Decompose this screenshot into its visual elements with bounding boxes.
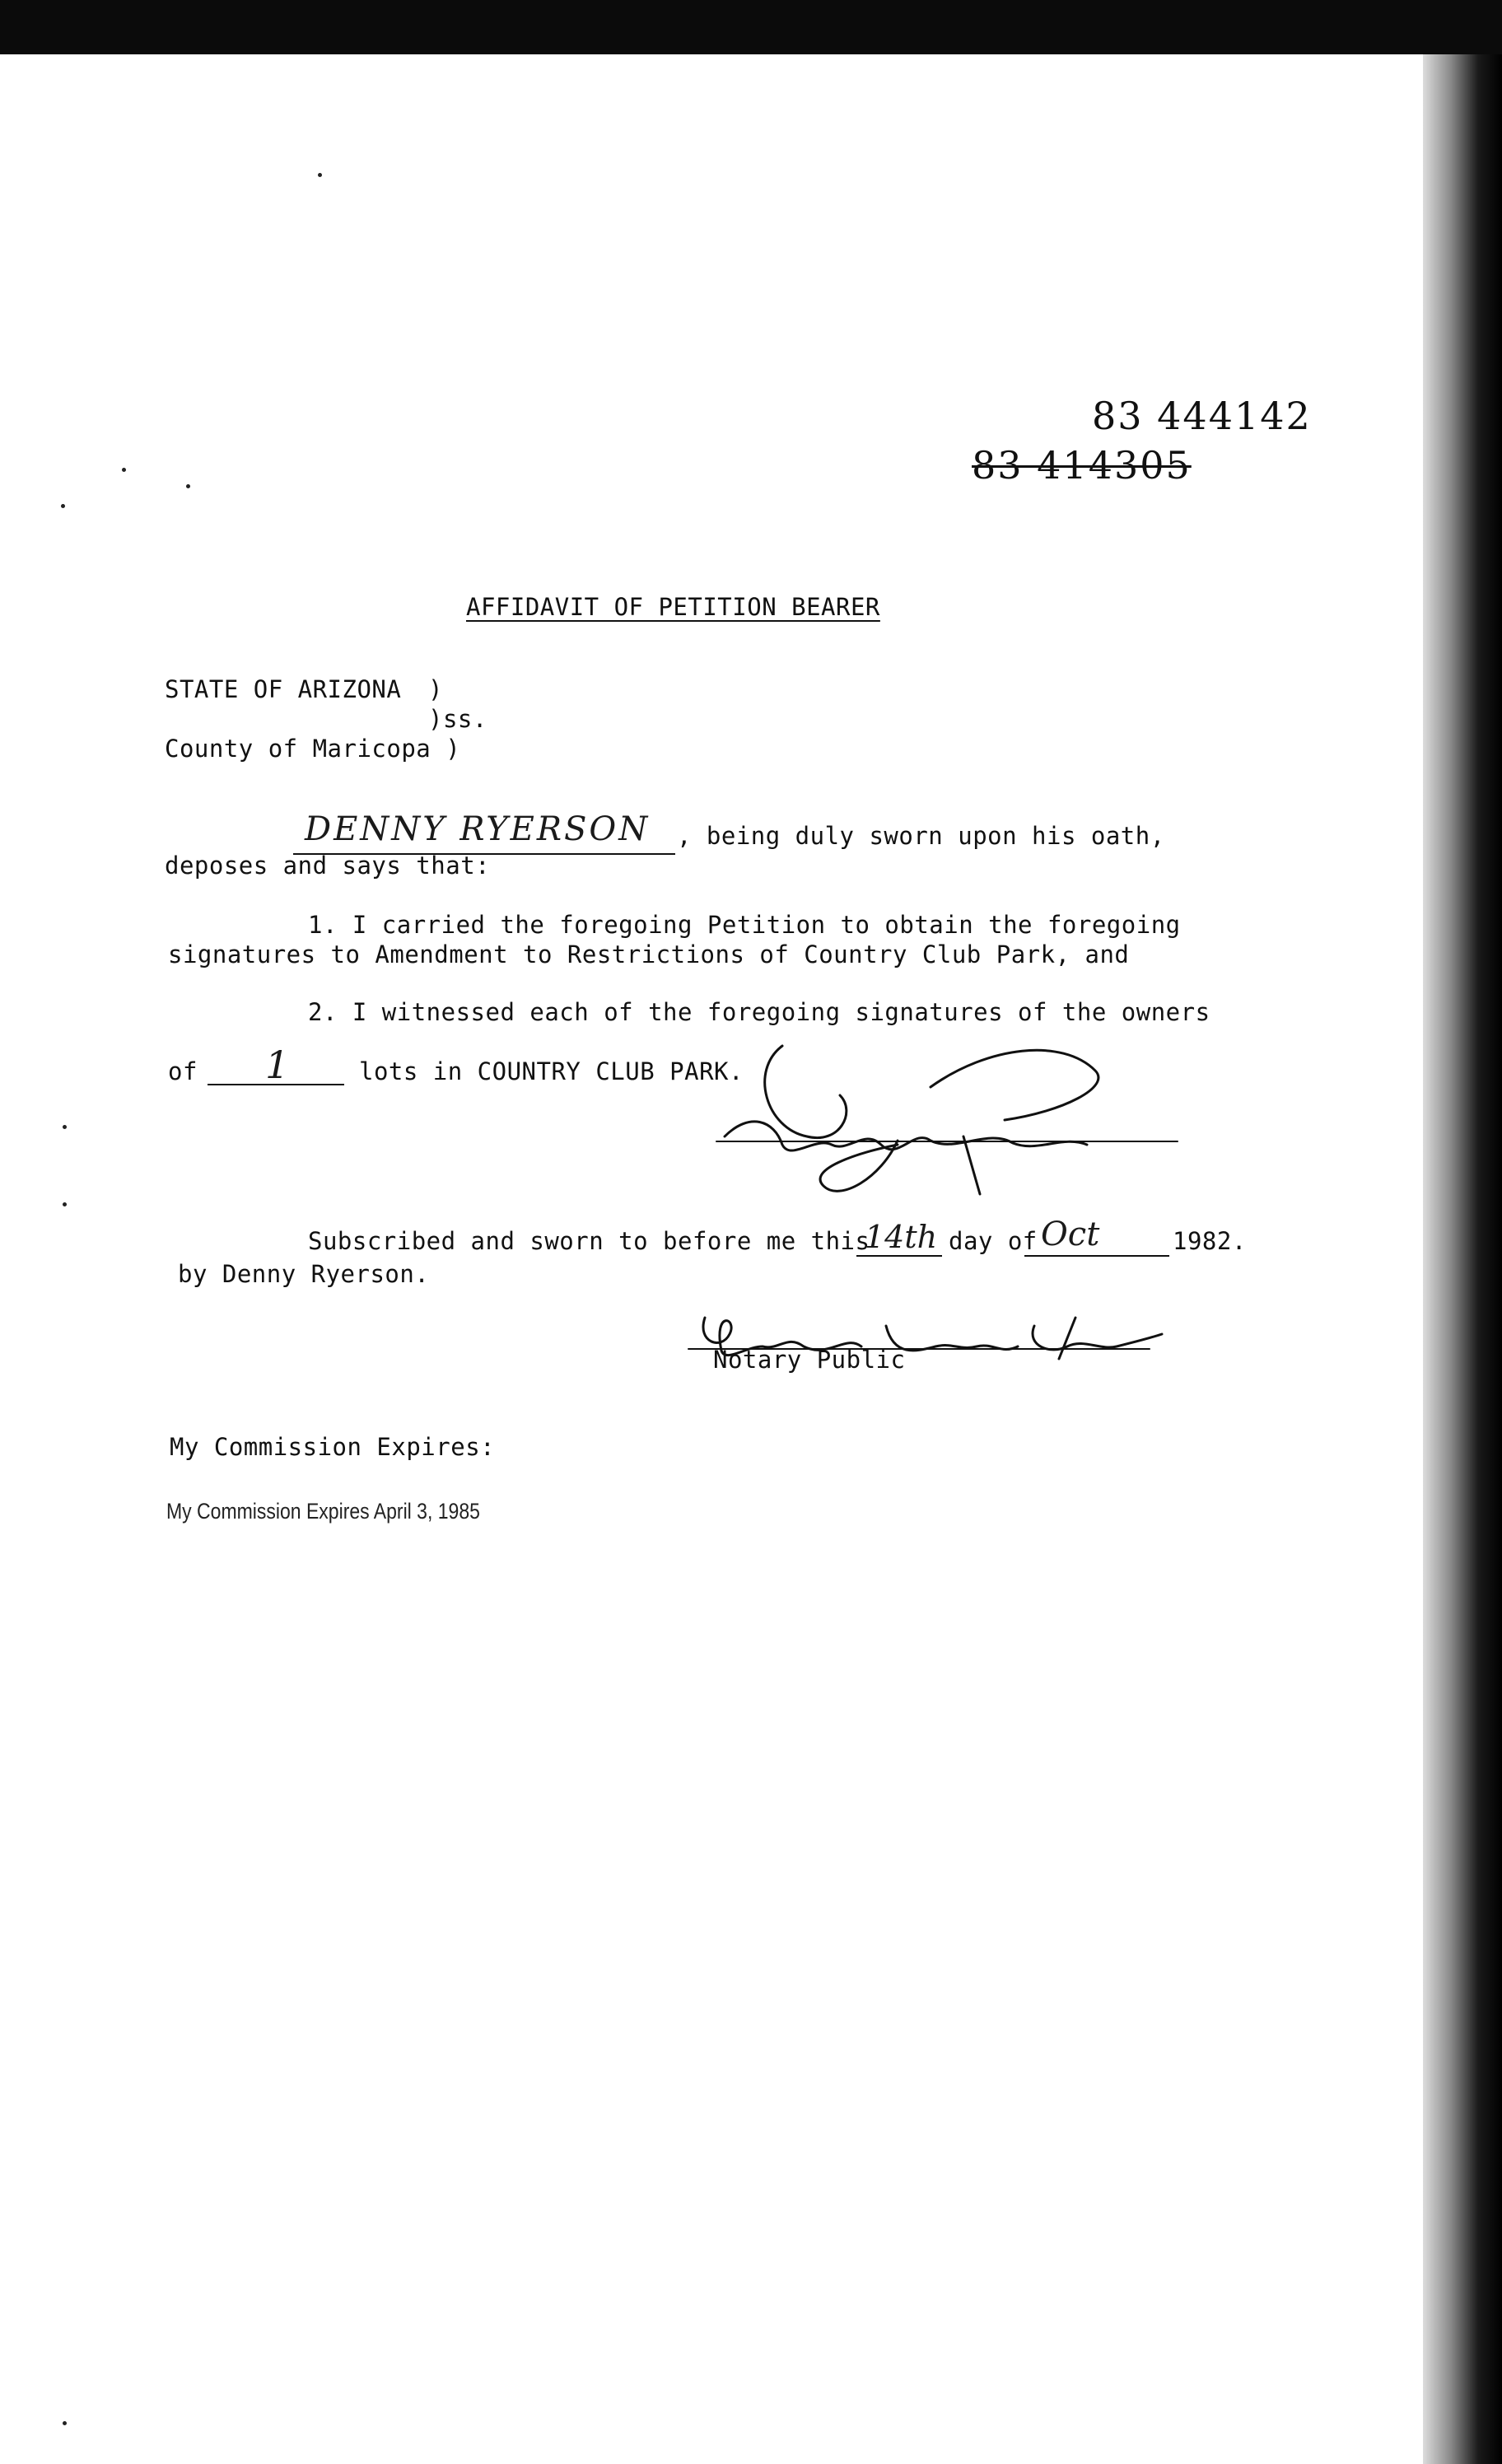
scan-speck xyxy=(63,1202,67,1206)
venue-state: STATE OF ARIZONA xyxy=(165,675,402,703)
venue-county: County of Maricopa ) xyxy=(165,735,461,763)
jurat-month-line xyxy=(1024,1255,1169,1257)
jurat-day-of: day of xyxy=(949,1227,1038,1255)
jurat-month-handwritten: Oct xyxy=(1041,1216,1100,1253)
commission-label: My Commission Expires: xyxy=(170,1433,496,1461)
of-label: of xyxy=(168,1057,198,1085)
scan-speck xyxy=(122,468,126,472)
lots-count: 1 xyxy=(265,1043,290,1087)
lots-text: lots in COUNTRY CLUB PARK. xyxy=(359,1057,744,1085)
scan-border-right xyxy=(1423,54,1502,2464)
deponent-signature xyxy=(716,1038,1178,1202)
scan-speck xyxy=(63,2421,67,2425)
jurat-line-2: by Denny Ryerson. xyxy=(178,1260,430,1288)
recording-number: 83 444142 xyxy=(1092,394,1312,438)
notary-label: Notary Public xyxy=(713,1346,906,1374)
struck-recording-number: 83 414305 xyxy=(972,443,1192,488)
scan-speck xyxy=(186,484,190,488)
scan-speck xyxy=(318,173,322,177)
item-2-line-1: 2. I witnessed each of the foregoing signatures of the owners xyxy=(308,998,1210,1026)
deposes-text: deposes and says that: xyxy=(165,852,491,880)
jurat-day-handwritten: 14th xyxy=(865,1219,938,1255)
scan-speck xyxy=(63,1125,67,1129)
jurat-day-line xyxy=(856,1255,942,1257)
document-title: AFFIDAVIT OF PETITION BEARER xyxy=(466,593,880,621)
jurat-line-1: Subscribed and sworn to before me this xyxy=(308,1227,870,1255)
venue-ss: )ss. xyxy=(428,705,487,733)
item-1-line-1: 1. I carried the foregoing Petition to obtain the foregoing xyxy=(308,911,1181,939)
commission-expiration-stamp: My Commission Expires April 3, 1985 xyxy=(166,1498,480,1524)
deponent-handwritten-name: DENNY RYERSON xyxy=(305,810,651,848)
venue-state-paren: ) xyxy=(428,675,443,703)
jurat-year: 1982. xyxy=(1173,1227,1247,1255)
scan-speck xyxy=(61,504,65,508)
oath-text: , being duly sworn upon his oath, xyxy=(677,822,1165,850)
item-1-line-2: signatures to Amendment to Restrictions of Country Club Park, and xyxy=(168,940,1130,968)
scan-border-top xyxy=(0,0,1502,54)
